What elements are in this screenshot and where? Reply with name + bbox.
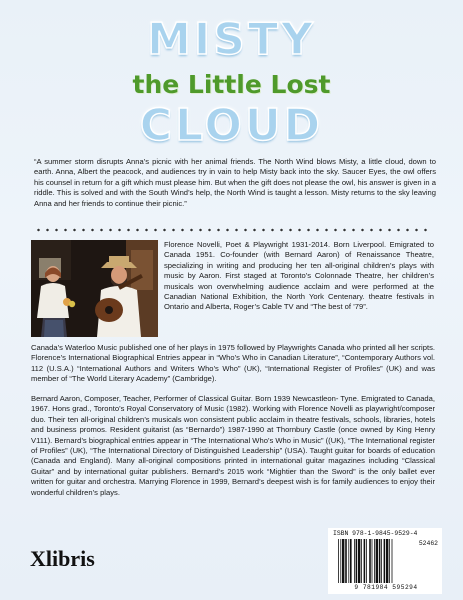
- publication-history: Canada’s Waterloo Music published one of her plays in 1975 followed by Playwrights Canada who printed all her scripts. Florence’s International Biographical Entries appear in “Who’s Who in Canadian Literature”, “Contemporary Authors vol. 112 (U.S.A.) “International Authors and Writers Who’s Who” (UK), “International Register of Profiles” (UK) and was member of “The World Literary Academy” (Cambridge).: [31, 343, 435, 384]
- barcode-bar: [376, 539, 378, 583]
- barcode-bar: [392, 539, 393, 583]
- barcode-bar: [379, 539, 381, 583]
- title-subtitle: the Little Lost: [132, 70, 331, 99]
- barcode-bar: [350, 539, 352, 583]
- barcode-bar: [356, 539, 358, 583]
- author-photo: [31, 240, 158, 337]
- barcode-bar: [354, 539, 355, 583]
- price-code: 52462: [418, 540, 438, 547]
- barcode-bar: [361, 539, 362, 583]
- barcode-bar: [348, 539, 349, 583]
- barcode-bar: [381, 539, 382, 583]
- barcode: [338, 539, 410, 583]
- bernard-biography: Bernard Aaron, Composer, Teacher, Performer of Classical Guitar. Born 1939 Newcastleon- Tyne. Emigrated to Canada, 1967. Hons grad., Toronto’s Royal Conservatory of Music (1982). Working with Florence Novelli as playwright/composer duo. Their ten all-original children’s musicals won consistent public acclaim in theatre festivals, schools, libraries, hotels and business promos. Resident guitarist (as “Bernardo”) 1987-1990 at Thornbury Castle (once owned by King Henry V111). Bernard’s biographical entries appear in “The International Who’s Who in Music” ((UK), “The International register of Profiles” (UK), “The International Directory of Distinguished Leadership” (USA). Taught guitar for boards of education (Canada and England). Many all-original compositions printed in international guitar magazines including “Classical Guitar” and by international guitar publishers. Bernard’s 2015 work “Mightier than the Sword” is the only ballet ever written for guitar and orchestra. Marrying Florence in 1999, Bernard’s deepest wish is for family audiences to enjoy their wonderful children’s plays.: [31, 394, 435, 497]
- barcode-bar: [345, 539, 347, 583]
- barcode-bar: [369, 539, 371, 583]
- barcode-bar: [366, 539, 367, 583]
- dotted-divider: [34, 228, 432, 232]
- florence-biography: Florence Novelli, Poet & Playwright 1931-2014. Born Liverpool. Emigrated to Canada 1951. Co-founder (with Bernard Aaron) of Renaissance Theatre, specializing in writing and producing her ten all-original children’s plays with music by Aaron. First staged at Toronto’s Colonnade Theatre, her children’s musicals won overwhelming audience acclaim and were performed at the Canadian National Exhibition, the North York Centenary. theatre festivals in Ontario and Alberta, Roger’s Cable TV and “The best of ’79”.: [164, 240, 434, 312]
- title-cloud: CLOUD: [139, 100, 324, 151]
- barcode-box: [328, 528, 442, 594]
- barcode-bar: [384, 539, 386, 583]
- barcode-bar: [340, 539, 341, 583]
- barcode-bar: [342, 539, 344, 583]
- synopsis-blurb: “A summer storm disrupts Anna’s picnic with her animal friends. The North Wind blows Misty, a little cloud, down to earth. Anna, Albert the peacock, and audiences try in vain to help Misty back into the sky. Saucer Eyes, the owl offers his counsel in return for a gift which must please him. But when the gift does not please the owl, his answer is given in a riddle. This is solved and with the South Wind’s help, the North Wind is taught a lesson. Misty returns to the sky leaving Anna and her friends to continue their picnic.”: [34, 157, 436, 208]
- barcode-bar: [386, 539, 388, 583]
- barcode-bar: [372, 539, 373, 583]
- barcode-digits: 9 781984 595294: [354, 584, 418, 591]
- barcode-bar: [338, 539, 339, 583]
- barcode-bar: [364, 539, 366, 583]
- barcode-bar: [358, 539, 360, 583]
- barcode-bar: [374, 539, 375, 583]
- barcode-bar: [389, 539, 390, 583]
- title-misty: MISTY: [147, 14, 316, 65]
- publisher-logo: Xlibris: [30, 546, 95, 571]
- isbn-label: ISBN 978-1-9845-9529-4: [333, 530, 418, 537]
- author-photo-illustration: [31, 240, 158, 337]
